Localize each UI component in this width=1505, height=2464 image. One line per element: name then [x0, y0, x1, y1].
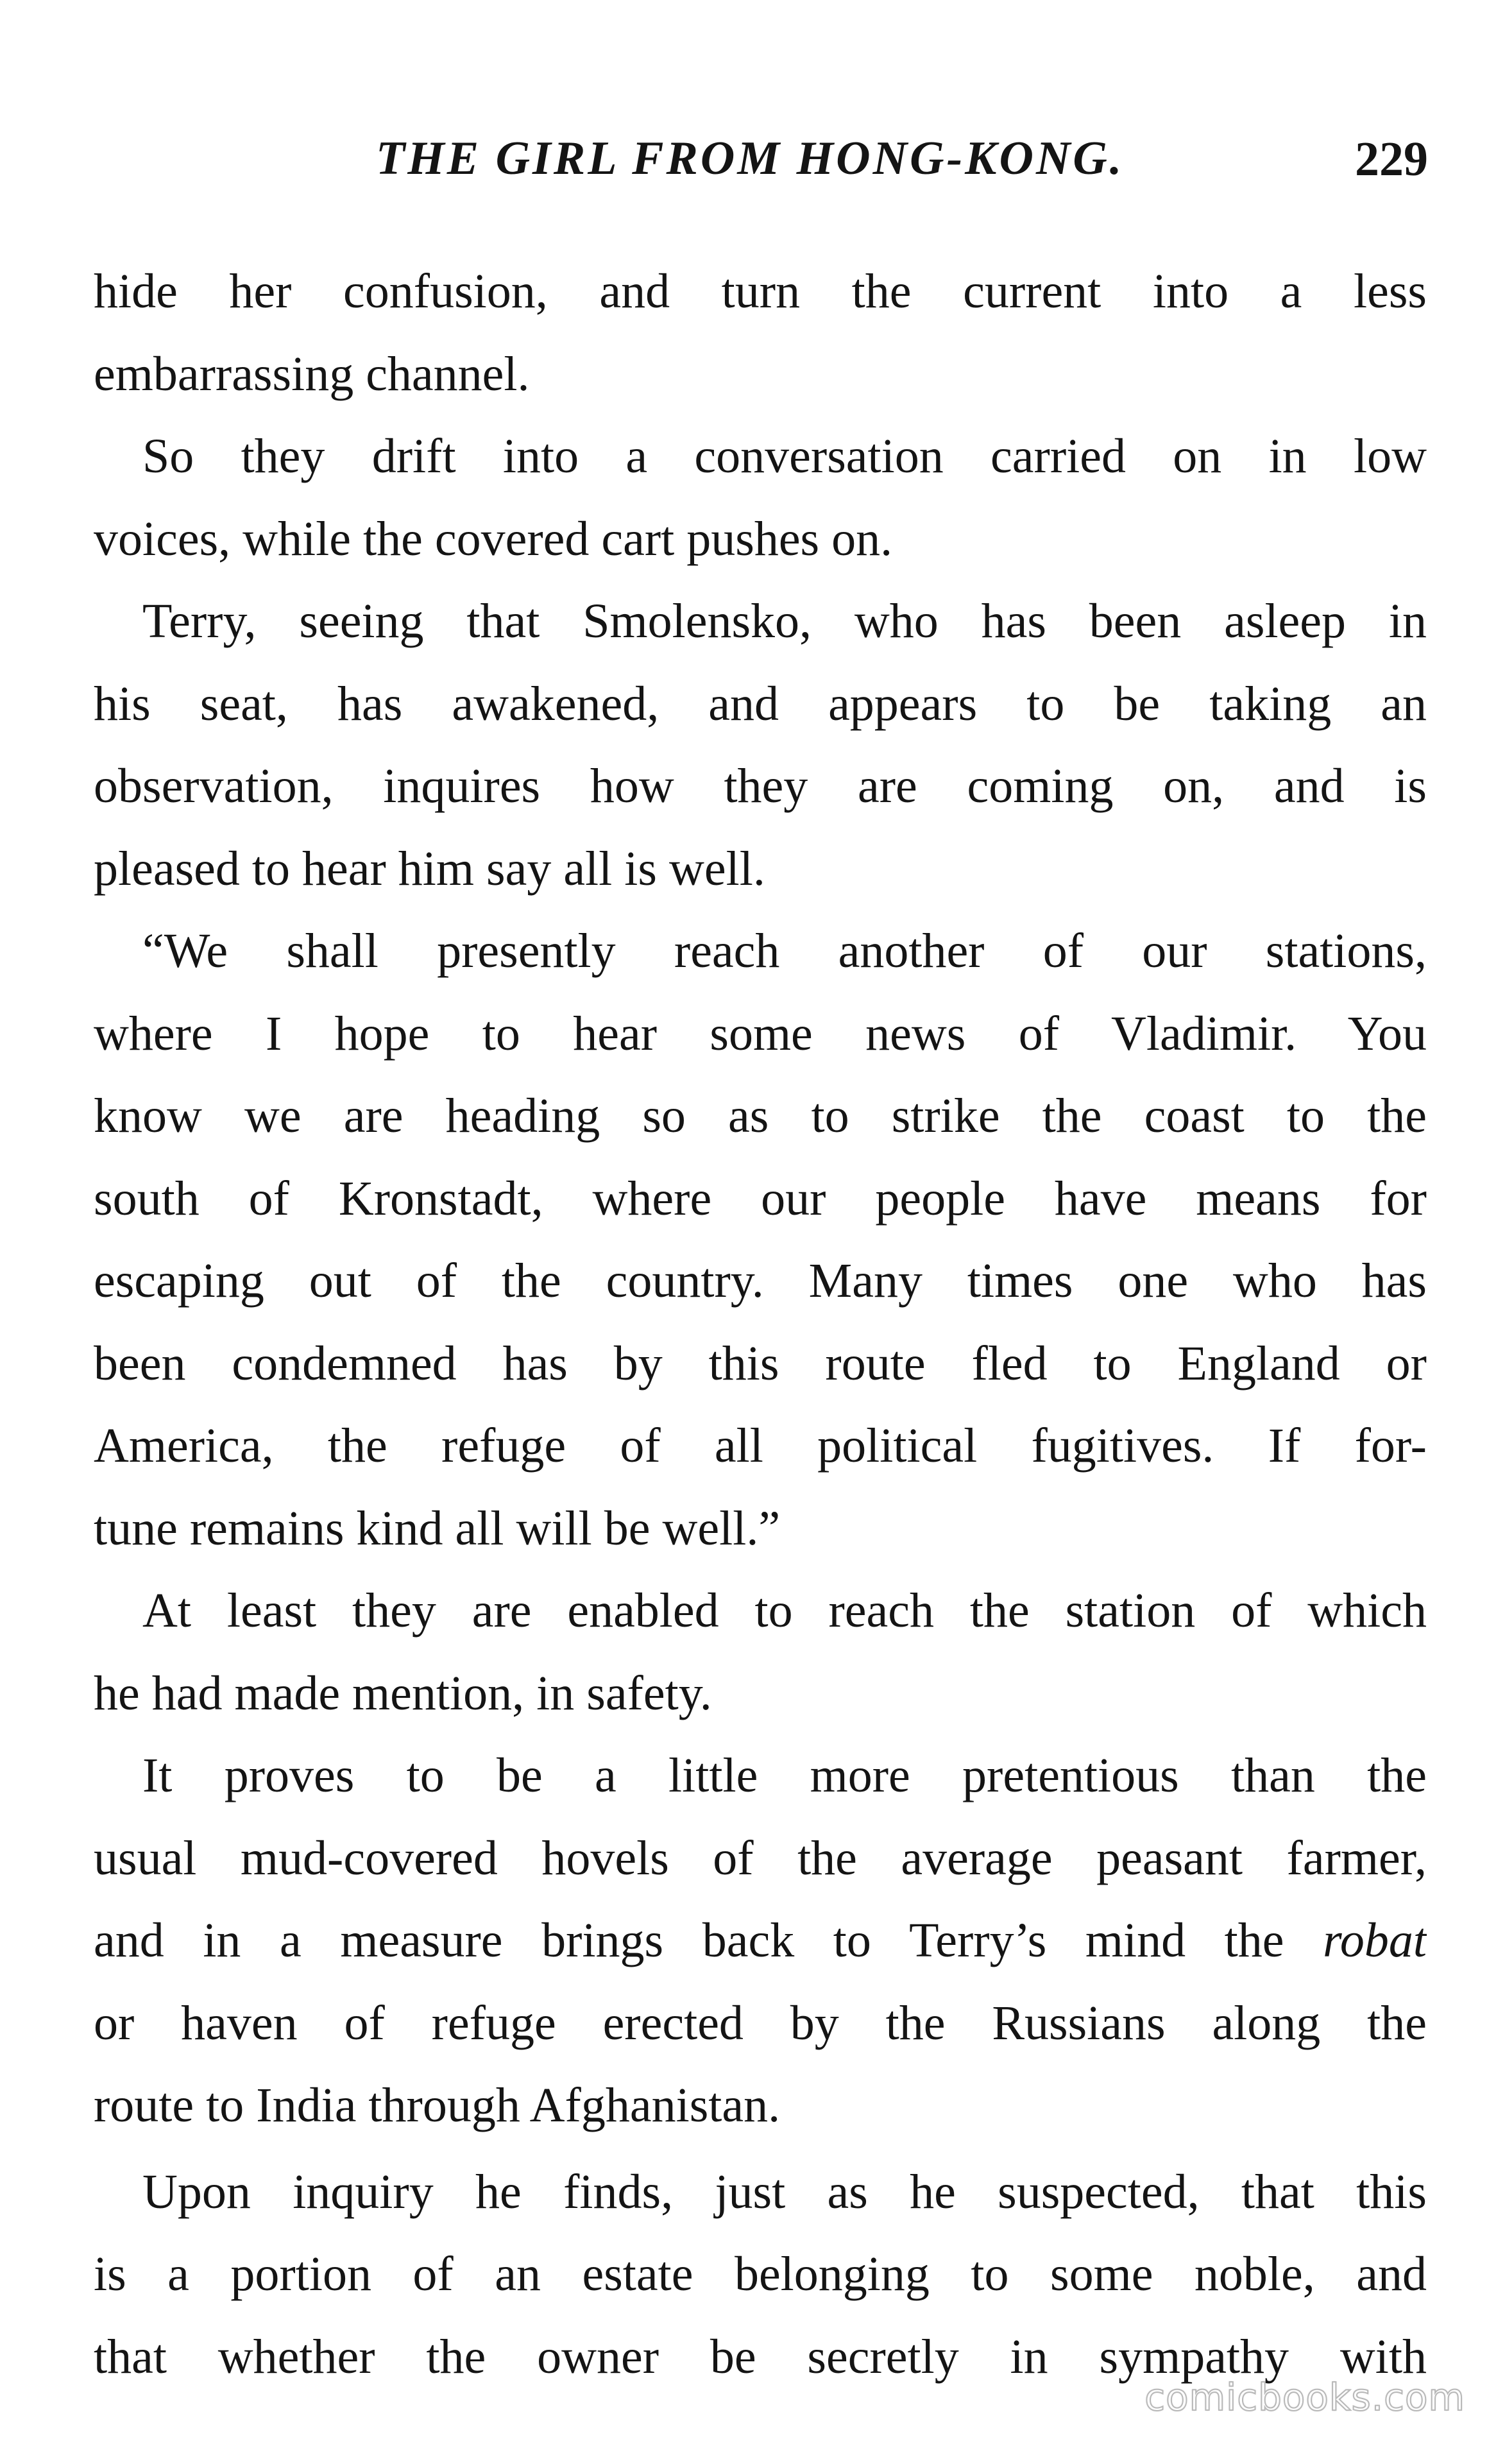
text-line: So they drift into a conversation carried on in low	[142, 429, 1427, 483]
text-line: he had made mention, in safety.	[94, 1666, 712, 1720]
text-line: is a portion of an estate belonging to some noble, and	[94, 2247, 1427, 2301]
text-line: escaping out of the country. Many times one who has	[94, 1254, 1427, 1308]
text-line: been condemned has by this route fled to England or	[94, 1336, 1427, 1390]
watermark: comicbooks.com	[1144, 2375, 1465, 2419]
text-line: embarrassing channel.	[94, 346, 530, 401]
text-line: It proves to be a little more pretentious than the	[142, 1749, 1427, 1802]
running-title: THE GIRL FROM HONG-KONG.	[376, 132, 1125, 185]
text-line: Terry, seeing that Smolensko, who has been asleep in	[142, 594, 1427, 648]
text-line: At least they are enabled to reach the station of which	[142, 1584, 1427, 1638]
text-line: south of Kronstadt, where our people have means for	[94, 1171, 1427, 1226]
italic-word: robat	[1323, 1913, 1427, 1967]
text-line: know we are heading so as to strike the coast to the	[94, 1089, 1427, 1143]
text-line: usual mud-covered hovels of the average peasant farmer,	[94, 1831, 1427, 1885]
text-line: that whether the owner be secretly in sympathy with	[94, 2329, 1427, 2384]
text-line-main: and in a measure brings back to Terry’s mind the	[94, 1913, 1284, 1967]
text-line: “We shall presently reach another of our stations,	[142, 924, 1427, 978]
text-line: route to India through Afghanistan.	[94, 2078, 781, 2132]
text-line: Upon inquiry he finds, just as he suspected, that this	[142, 2164, 1427, 2219]
text-line: hide her confusion, and turn the current into a less	[94, 264, 1427, 318]
text-line: tune remains kind all will be well.”	[94, 1501, 781, 1555]
text-line: America, the refuge of all political fugitives. If for-	[94, 1419, 1427, 1473]
text-line: his seat, has awakened, and appears to be taking an	[94, 676, 1427, 731]
text-line: voices, while the covered cart pushes on.	[94, 511, 893, 566]
page-number: 229	[1355, 132, 1428, 186]
page-header	[94, 132, 1428, 202]
text-line: or haven of refuge erected by the Russians along the	[94, 1996, 1427, 2050]
body-text	[94, 250, 1427, 2398]
text-line: observation, inquires how they are coming on, and is	[94, 759, 1427, 813]
text-line: where I hope to hear some news of Vladimir. You	[94, 1006, 1427, 1061]
text-line: pleased to hear him say all is well.	[94, 841, 765, 896]
text-line	[94, 1899, 1427, 1982]
